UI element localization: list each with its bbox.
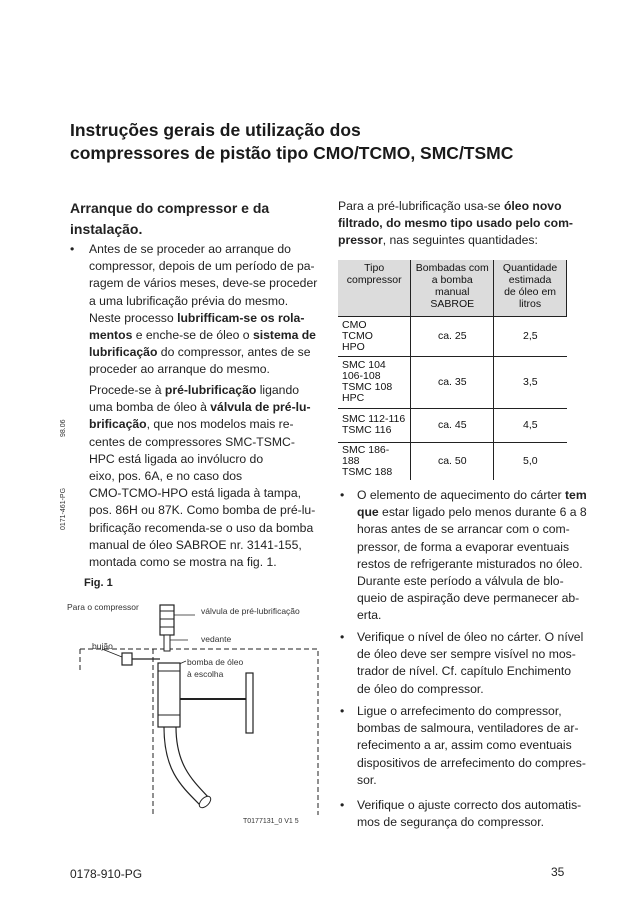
text-run-bold: pressor <box>338 233 383 248</box>
hose-left <box>164 727 200 805</box>
bullet-oil-level <box>357 629 597 698</box>
oil-quantity-table <box>338 260 567 480</box>
text-line: dispositivos de arrefecimento do compres- <box>357 755 586 770</box>
header-text: compressor <box>346 274 402 286</box>
page-title <box>70 119 590 165</box>
text-line: CMO-TCMO-HPO está ligada à tampa, <box>89 486 301 501</box>
header-text: a bomba <box>431 274 473 286</box>
header-text: Bombadas com <box>415 262 489 274</box>
bullet-marker: • <box>340 488 345 502</box>
text-line: de óleo do compressor. <box>357 681 484 696</box>
text-line: brificação recomenda-se o uso da bomba <box>89 520 314 535</box>
text-run: O elemento de aquecimento do cárter <box>357 488 565 502</box>
text-line: horas antes de se arrancar com o com- <box>357 522 570 537</box>
text-run: uma bomba de óleo à <box>89 400 211 415</box>
table-header-type <box>338 260 411 316</box>
type-line: SMC 112-116 <box>342 413 406 425</box>
text-line <box>357 487 597 504</box>
text-run-bold: válvula de pré-lu- <box>210 400 311 415</box>
text-run: Procede-se à <box>89 383 165 397</box>
type-line: HPC <box>342 392 365 404</box>
header-text: manual <box>435 286 470 298</box>
left-bullet-text <box>89 241 329 379</box>
section-heading-line-2: instalação. <box>70 221 143 237</box>
text-line: centes de compressores SMC-TSMC- <box>89 434 295 449</box>
label-pump-2: à escolha <box>187 669 224 679</box>
header-text: litros <box>518 298 542 310</box>
text-line: mos de segurança do compressor. <box>357 815 544 830</box>
cell-strokes: ca. 25 <box>411 316 494 356</box>
text-run-bold: óleo novo <box>503 199 562 213</box>
header-text: Quantidade <box>502 262 558 274</box>
side-document-code <box>60 488 67 530</box>
text-line <box>357 504 597 521</box>
cell-liters: 4,5 <box>523 418 538 431</box>
text-line: montada como se mostra na fig. 1. <box>89 555 277 570</box>
table-row <box>338 356 567 408</box>
figure-code: T0177131_0 V1 5 <box>243 818 299 825</box>
text-line: trador de nível. Cf. capítulo Enchimento <box>357 664 572 679</box>
cell-strokes: ca. 45 <box>411 408 494 442</box>
pump-handle <box>246 673 253 733</box>
bullet-safety <box>357 797 597 831</box>
header-text: estimada <box>508 274 552 286</box>
text-run: Neste processo <box>89 310 178 325</box>
text-run: e enche-se de óleo o <box>132 328 253 343</box>
table-header-strokes <box>411 260 494 316</box>
text-line: filtrado, do mesmo tipo usado pelo com- <box>338 216 573 231</box>
text-line: de óleo deve ser sempre visível no mos- <box>357 647 576 662</box>
text-line: restos de refrigerante misturados no óleo. <box>357 556 583 571</box>
text-line: Verifique o ajuste correcto dos automatis- <box>357 798 582 812</box>
leader-line <box>102 649 122 657</box>
text-line: manual de óleo SABROE nr. 3141-155, <box>89 537 302 552</box>
text-line: a uma lubrificação prévia do mesmo. <box>89 293 289 308</box>
type-line: TSMC 108 <box>342 381 393 393</box>
text-line: ragem de vários meses, deve-se proceder <box>89 276 318 291</box>
text-line: Antes de se proceder ao arranque do <box>89 242 291 256</box>
left-paragraph-prelubrication <box>89 382 329 571</box>
type-line: TSMC 188 <box>342 465 393 478</box>
section-heading <box>70 198 320 240</box>
text-line <box>89 344 329 361</box>
type-line: TCMO <box>342 329 373 342</box>
text-line: eixo, pos. 6A, e no caso dos <box>89 469 243 484</box>
title-line-2: compressores de pistão tipo CMO/TCMO, SMC/TSMC <box>70 143 514 163</box>
header-text: SABROE <box>430 298 475 310</box>
text-line: Durante este período a válvula de blo- <box>357 574 564 589</box>
oil-pump-body <box>158 663 180 727</box>
header-text: Tipo <box>364 262 385 274</box>
text-run: , nas seguintes quantidades: <box>382 233 538 248</box>
text-run: , que nos modelos mais re- <box>146 417 294 432</box>
cell-type <box>338 316 411 356</box>
cell-type <box>338 408 411 442</box>
text-line: refecimento a ar, assim como eventuais <box>357 738 572 753</box>
side-code-number: 0171-461-PG <box>60 487 67 530</box>
right-intro-paragraph <box>338 198 578 250</box>
bullet-marker: • <box>340 704 345 718</box>
table-row <box>338 408 567 442</box>
text-line <box>89 310 329 327</box>
text-line: HPC está ligada ao invólucro do <box>89 451 264 466</box>
side-code-date: 98.06 <box>60 419 67 437</box>
text-run-bold: tem <box>565 488 587 502</box>
text-line: Ligue o arrefecimento do compressor, <box>357 704 562 718</box>
bullet-marker: • <box>340 630 345 644</box>
type-line: SMC 186-188 <box>342 443 390 467</box>
text-line: pressor, de forma a evaporar eventuais <box>357 539 570 554</box>
section-heading-line-1: Arranque do compressor e da <box>70 200 270 216</box>
type-line: TSMC 116 <box>342 424 392 436</box>
hose-end <box>197 794 213 810</box>
text-line: pos. 86H ou 87K. Como bomba de pré-lu- <box>89 503 316 518</box>
cell-liters: 5,0 <box>523 454 538 467</box>
text-run: do compressor, antes de se <box>157 345 311 360</box>
title-line-1: Instruções gerais de utilização dos <box>70 120 361 140</box>
text-line: bombas de salmoura, ventiladores de ar- <box>357 721 579 736</box>
text-line: sor. <box>357 772 377 787</box>
pump-diagram <box>60 585 320 815</box>
table-header-liters <box>494 260 567 316</box>
left-bullet-marker <box>70 241 74 258</box>
cell-type <box>338 442 411 480</box>
table-header-row <box>338 260 567 316</box>
text-run: estar ligado pelo menos durante 6 a 8 <box>378 505 587 520</box>
text-run: ligando <box>256 383 300 397</box>
bullet-marker: • <box>340 798 345 812</box>
text-run-bold: sistema de <box>252 328 316 343</box>
cell-liters: 3,5 <box>523 375 538 388</box>
label-pump-1: bomba de óleo <box>187 657 244 667</box>
text-line: proceder ao arranque do mesmo. <box>89 362 270 377</box>
text-run-bold: lubrifficam-se os rola- <box>177 310 305 325</box>
label-seal: vedante <box>201 634 232 644</box>
table-row <box>338 442 567 480</box>
dashed-boundary <box>80 649 318 815</box>
footer-document-code: 0178-910-PG <box>70 867 143 881</box>
label-prelub-valve: válvula de pré-lubrificação <box>201 606 300 616</box>
text-line <box>89 416 329 433</box>
valve-stem <box>164 635 170 651</box>
page-number: 35 <box>551 865 565 879</box>
text-line: compressor, depois de um período de pa- <box>89 259 315 274</box>
label-plug: bujão <box>92 641 113 651</box>
type-line: 106-108 <box>342 370 381 382</box>
bullet-cooling <box>357 703 597 789</box>
text-run-bold: brificação <box>89 417 147 432</box>
plug <box>122 653 132 665</box>
figure-caption: Fig. 1 <box>84 577 113 589</box>
text-run-bold: que <box>357 505 379 520</box>
bullet-char: • <box>70 242 75 256</box>
type-line: SMC 104 <box>342 359 386 371</box>
text-line: queio de aspiração deve permanecer ab- <box>357 591 580 606</box>
type-line: CMO <box>342 318 367 331</box>
table-row <box>338 316 567 356</box>
text-line: erta. <box>357 608 382 623</box>
text-run: Para a pré-lubrificação usa-se <box>338 199 504 213</box>
cell-strokes: ca. 50 <box>411 442 494 480</box>
prelub-valve <box>160 605 174 635</box>
hose-right <box>176 727 210 799</box>
side-document-date <box>60 419 67 437</box>
text-line <box>89 382 329 399</box>
text-run-bold: lubrificação <box>89 345 158 360</box>
type-line: HPO <box>342 340 365 353</box>
text-line <box>338 232 578 249</box>
cell-liters: 2,5 <box>523 329 538 342</box>
label-to-compressor: Para o compressor <box>67 602 139 612</box>
text-run-bold: mentos <box>89 328 133 343</box>
text-line: Verifique o nível de óleo no cárter. O nível <box>357 630 584 644</box>
header-text: de óleo em <box>504 286 557 298</box>
text-line <box>89 327 329 344</box>
bullet-heater <box>357 487 597 625</box>
cell-type <box>338 356 411 408</box>
text-line <box>89 399 329 416</box>
cell-strokes: ca. 35 <box>411 356 494 408</box>
text-run-bold: pré-lubrificação <box>164 383 257 397</box>
text-line <box>338 198 578 215</box>
